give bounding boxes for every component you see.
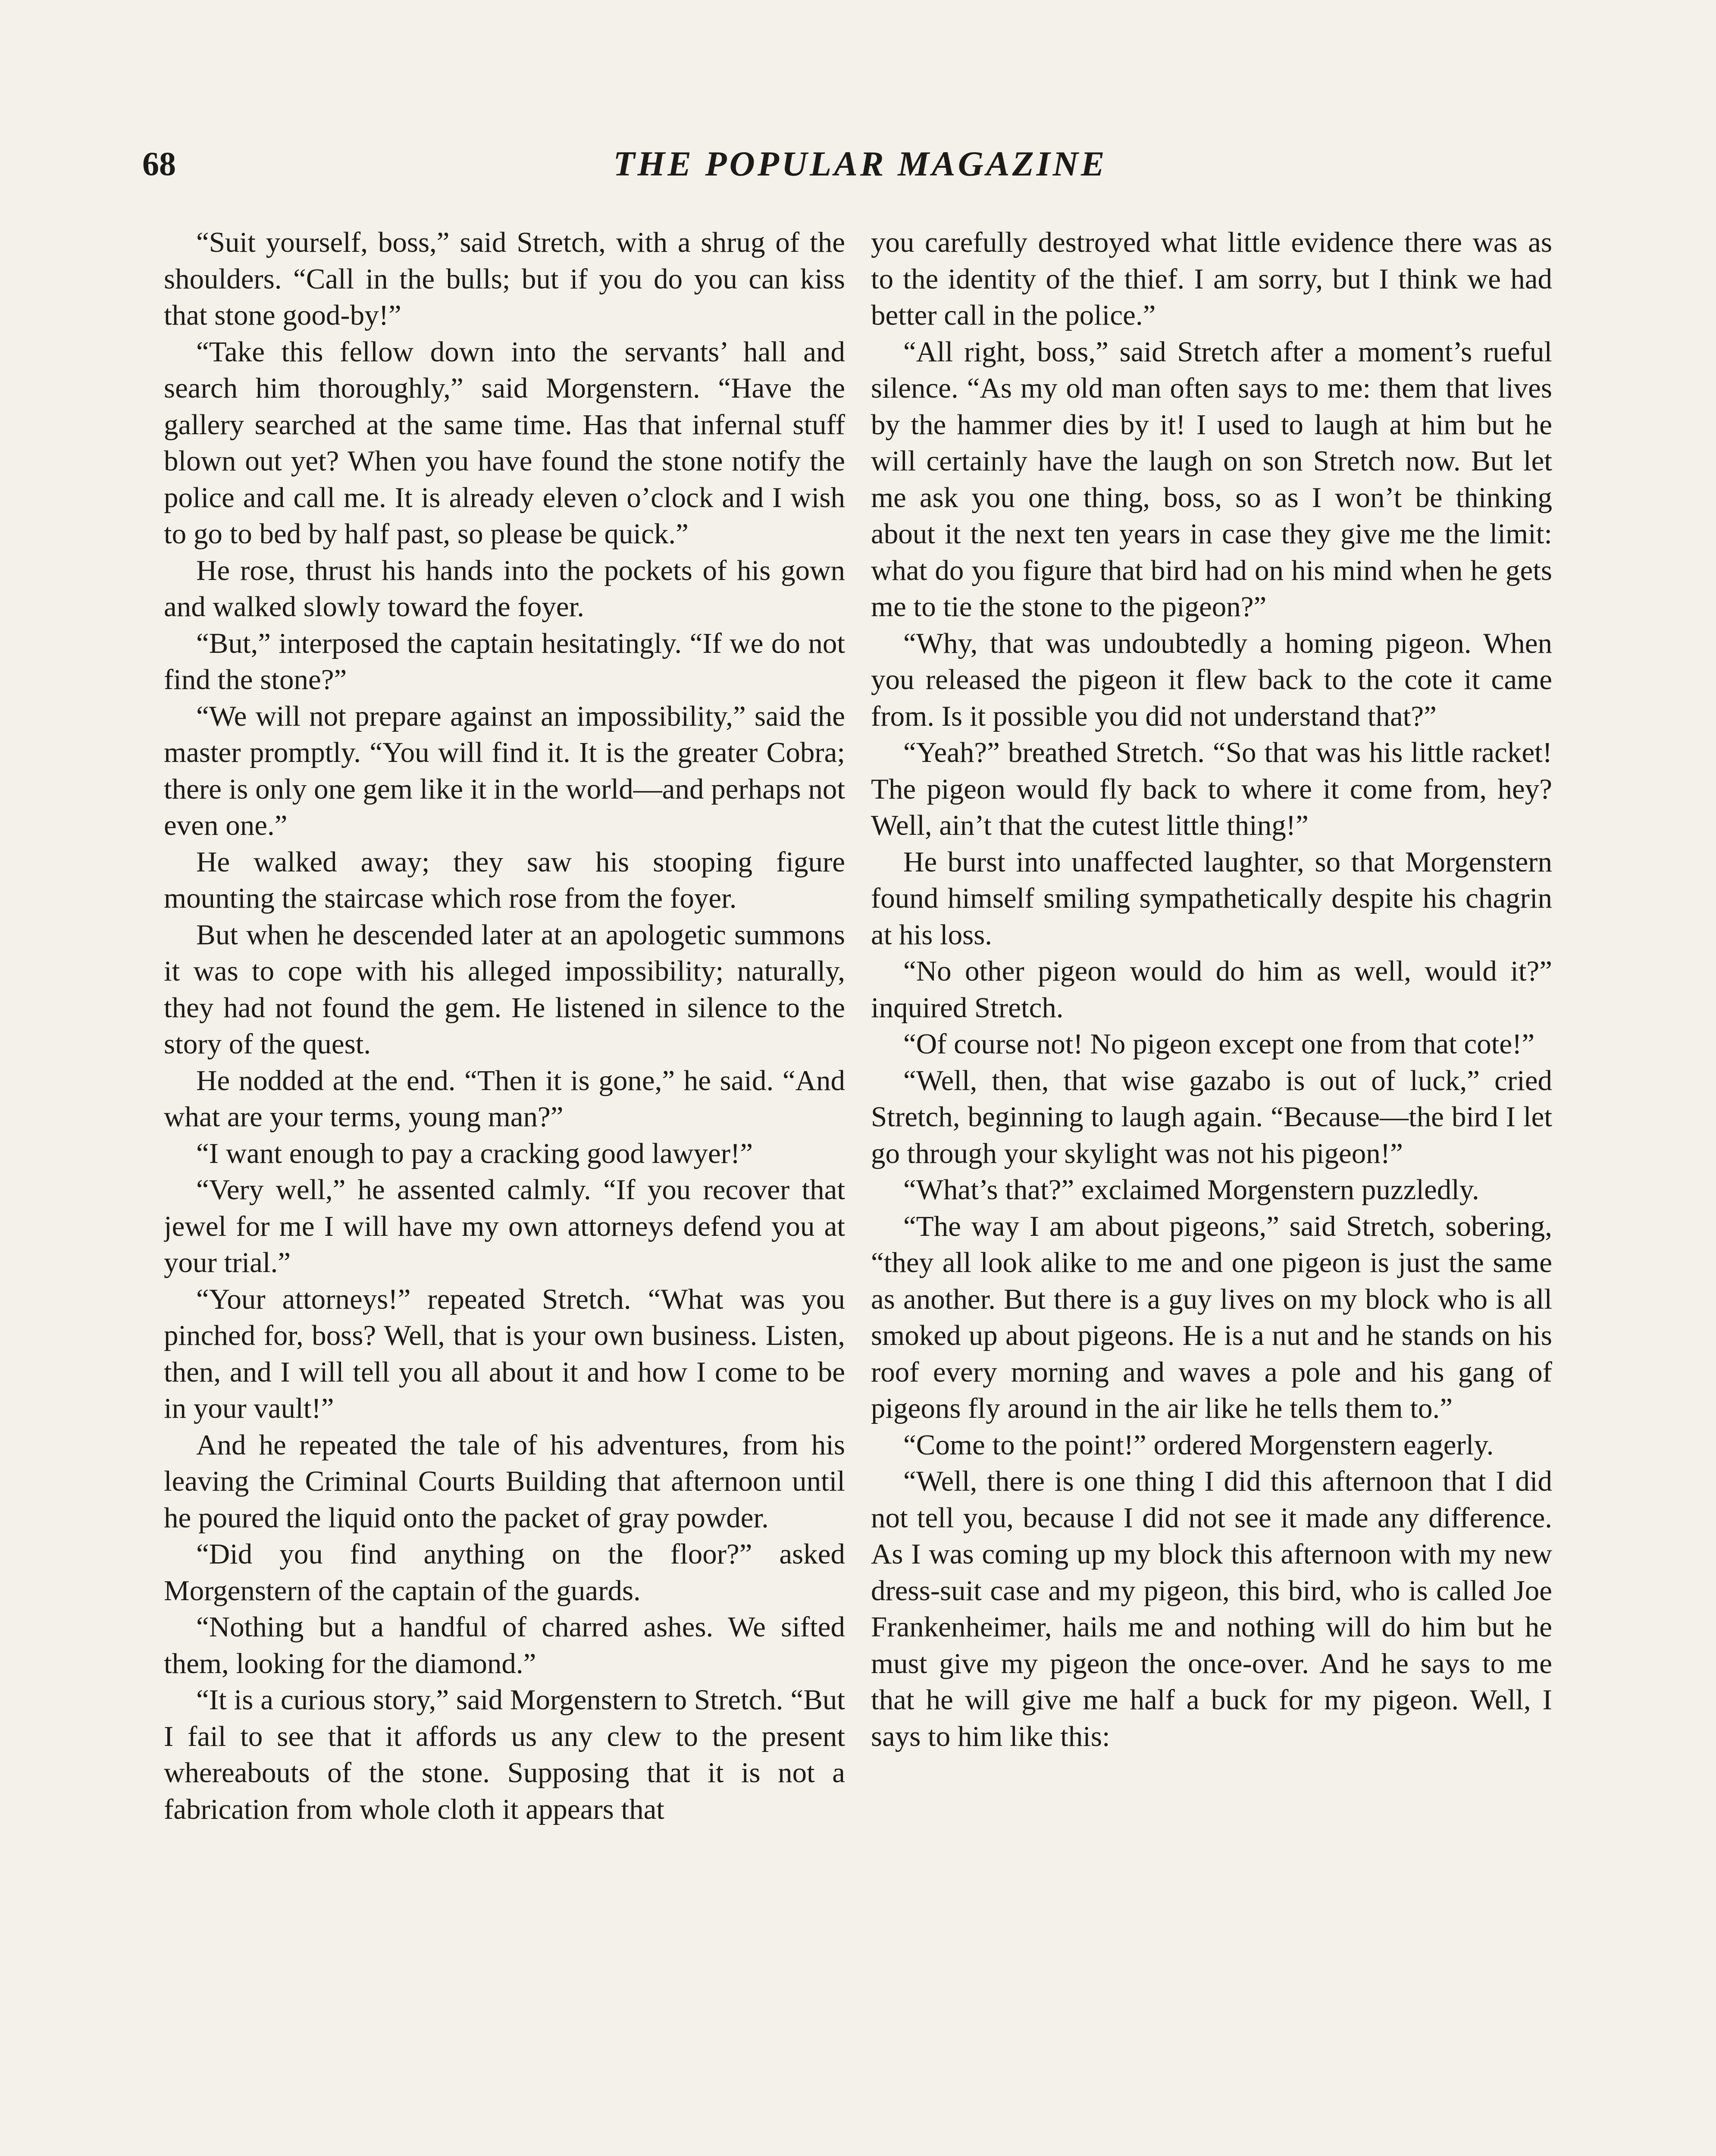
paragraph: “Nothing but a handful of charred ashes. We sifted them, looking for the diamond.” xyxy=(164,1611,845,1680)
paragraph: He nodded at the end. “Then it is gone,” he said. “And what are your terms, young man?” xyxy=(164,1064,845,1133)
paragraph: “Why, that was undoubtedly a homing pigeon. When you released the pigeon it flew back to the cote it came from. Is it possible you did not understand that?” xyxy=(871,627,1552,732)
left-text-column xyxy=(164,224,845,2156)
paragraph: “No other pigeon would do him as well, would it?” inquired Stretch. xyxy=(871,955,1552,1024)
paragraph: you carefully destroyed what little evidence there was as to the identity of the thief. I am sorry, but I think we had better call in the police.” xyxy=(871,226,1552,331)
paragraph: “Suit yourself, boss,” said Stretch, with a shrug of the shoulders. “Call in the bulls; but if you do you can kiss that stone good-by!” xyxy=(164,226,845,331)
paragraph: But when he descended later at an apologetic summons it was to cope with his alleged impossibility; naturally, they had not found the gem. He listened in silence to the story of the quest. xyxy=(164,918,845,1060)
paragraph: “I want enough to pay a cracking good lawyer!” xyxy=(196,1137,753,1169)
paragraph: And he repeated the tale of his adventures, from his leaving the Criminal Courts Building that afternoon until he poured the liquid onto the packet of gray powder. xyxy=(164,1429,845,1534)
paragraph: “It is a curious story,” said Morgenstern to Stretch. “But I fail to see that it affords us any clew to the present whereabouts of the stone. Supposing that it is not a fabrication from whole cloth it appears that xyxy=(164,1684,845,1825)
paragraph: “Well, then, that wise gazabo is out of luck,” cried Stretch, beginning to laugh again. “Because—the bird I let go through your skylight was not his pigeon!” xyxy=(871,1064,1552,1169)
paragraph: “Did you find anything on the floor?” asked Morgenstern of the captain of the guards. xyxy=(164,1538,845,1607)
page-header xyxy=(142,142,1578,194)
paragraph: He burst into unaffected laughter, so that Morgenstern found himself smiling sympathetically despite his chagrin at his loss. xyxy=(871,846,1552,951)
right-text-column xyxy=(871,224,1552,2156)
paragraph: He walked away; they saw his stooping figure mounting the staircase which rose from the foyer. xyxy=(164,846,845,914)
paragraph: “What’s that?” exclaimed Morgenstern puzzledly. xyxy=(903,1174,1479,1206)
paragraph: “Your attorneys!” repeated Stretch. “What was you pinched for, boss? Well, that is your own business. Listen, then, and I will tell you all about it and how I come to be in your vault!” xyxy=(164,1283,845,1424)
paragraph: “We will not prepare against an impossibility,” said the master promptly. “You will find it. It is the greater Cobra; there is only one gem like it in the world—and perhaps not even one.” xyxy=(164,700,845,841)
page-number: 68 xyxy=(142,145,176,182)
paragraph: “Take this fellow down into the servants’ hall and search him thoroughly,” said Morgenstern. “Have the gallery searched at the same time. Has that infernal stuff blown out yet? When you have found the stone notify the police and call me. It is already eleven o’clock and I wish to go to bed by half past, so please be quick.” xyxy=(164,335,845,550)
running-title: THE POPULAR MAGAZINE xyxy=(613,144,1107,183)
paragraph: “But,” interposed the captain hesitatingly. “If we do not find the stone?” xyxy=(164,627,845,696)
paragraph: “Well, there is one thing I did this afternoon that I did not tell you, because I did not see it made any difference. As I was coming up my block this afternoon with my new dress-suit case and my pigeon, this bird, who is called Joe Frankenheimer, hails me and nothing will do him but he must give my pigeon the once-over. And he says to me that he will give me half a buck for my pigeon. Well, I says to him like this: xyxy=(871,1465,1552,1752)
paragraph: “Very well,” he assented calmly. “If you recover that jewel for me I will have my own attorneys defend you at your trial.” xyxy=(164,1174,845,1279)
paragraph: He rose, thrust his hands into the pockets of his gown and walked slowly toward the foyer. xyxy=(164,554,845,623)
paragraph: “Of course not! No pigeon except one from that cote!” xyxy=(903,1028,1535,1060)
paragraph: “Come to the point!” ordered Morgenstern eagerly. xyxy=(903,1429,1494,1461)
paragraph: “Yeah?” breathed Stretch. “So that was his little racket! The pigeon would fly back to where it come from, hey? Well, ain’t that the cutest little thing!” xyxy=(871,736,1552,841)
paragraph: “All right, boss,” said Stretch after a moment’s rueful silence. “As my old man often says to me: them that lives by the hammer dies by it! I used to laugh at him but he will certainly have the laugh on son Stretch now. But let me ask you one thing, boss, so as I won’t be thinking about it the next ten years in case they give me the limit: what do you figure that bird had on his mind when he gets me to tie the stone to the pigeon?” xyxy=(871,335,1552,623)
paragraph: “The way I am about pigeons,” said Stretch, sobering, “they all look alike to me and one pigeon is just the same as another. But there is a guy lives on my block who is all smoked up about pigeons. He is a nut and he stands on his roof every morning and waves a pole and his gang of pigeons fly around in the air like he tells them to.” xyxy=(871,1210,1552,1424)
